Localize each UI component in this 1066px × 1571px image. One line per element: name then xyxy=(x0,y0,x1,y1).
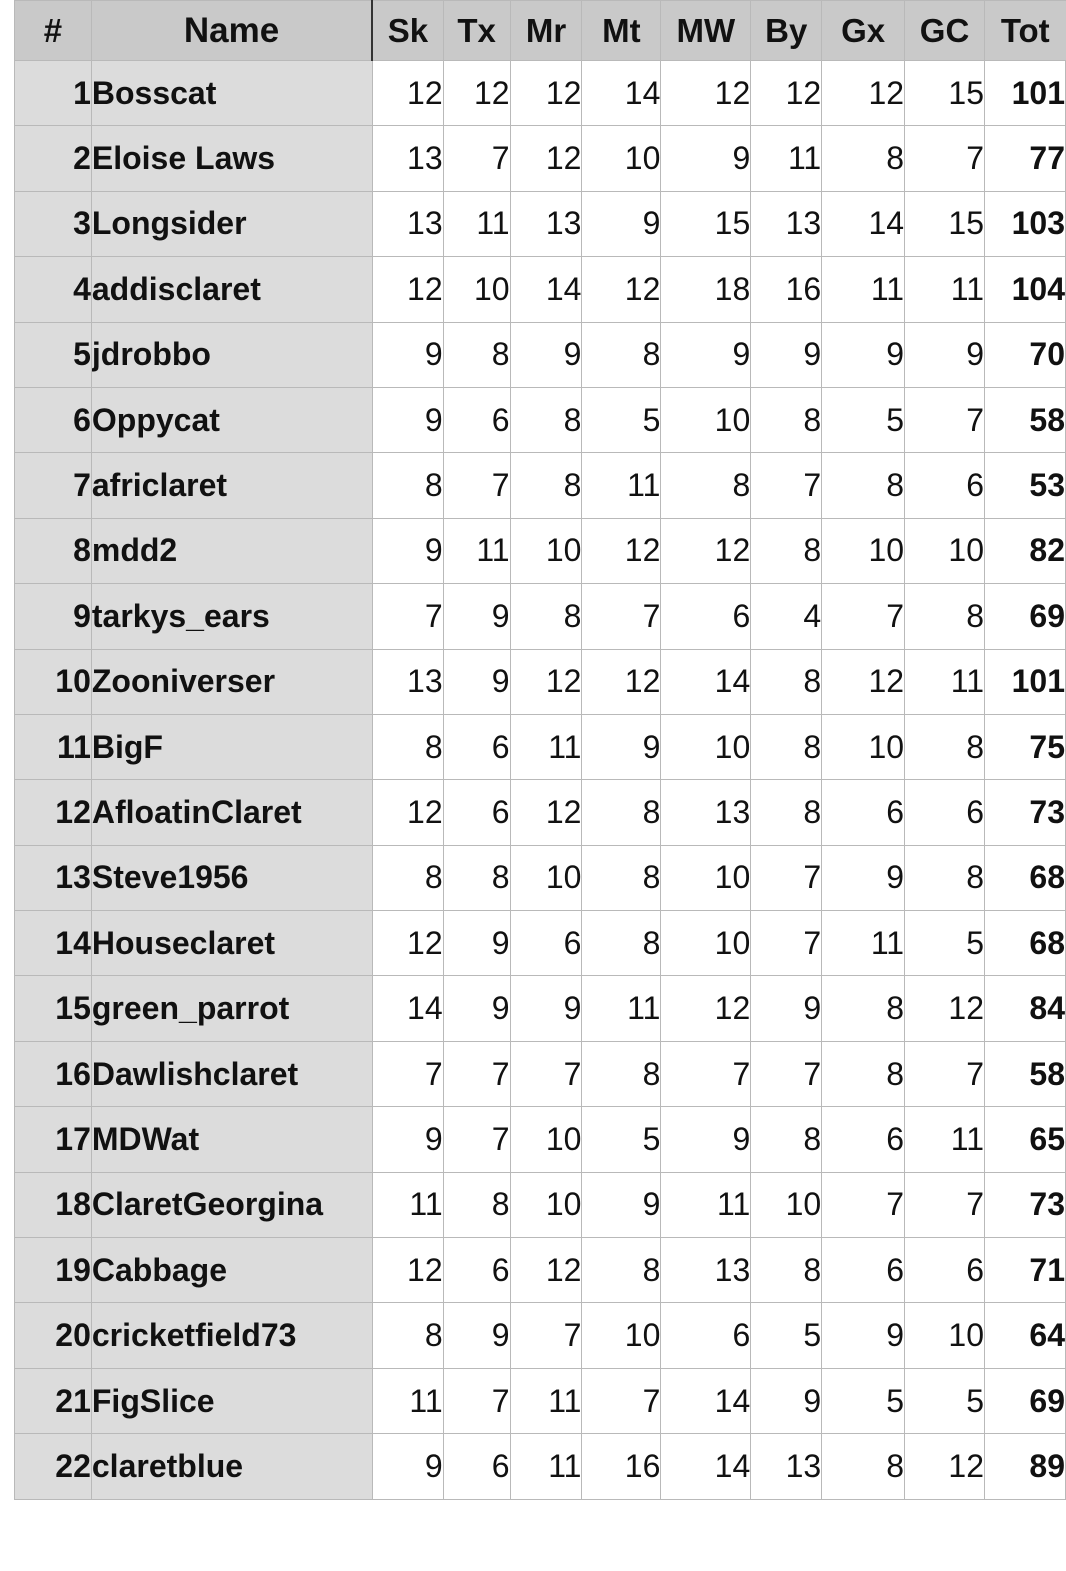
table-row xyxy=(15,1368,1066,1433)
score-cell: 8 xyxy=(822,1041,905,1106)
player-name-cell: AfloatinClaret xyxy=(91,780,372,845)
score-cell: 9 xyxy=(443,649,510,714)
rank-cell: 16 xyxy=(15,1041,92,1106)
table-row xyxy=(15,453,1066,518)
player-name-cell: Longsider xyxy=(91,191,372,256)
score-cell: 12 xyxy=(822,61,905,126)
score-cell: 6 xyxy=(905,453,985,518)
total-cell: 69 xyxy=(984,1368,1065,1433)
score-cell: 8 xyxy=(510,387,582,452)
table-row xyxy=(15,1041,1066,1106)
table-row xyxy=(15,1107,1066,1172)
total-cell: 77 xyxy=(984,126,1065,191)
score-cell: 9 xyxy=(443,584,510,649)
player-name-cell: Zooniverser xyxy=(91,649,372,714)
score-cell: 16 xyxy=(582,1434,661,1499)
score-cell: 8 xyxy=(751,1238,822,1303)
column-header-3[interactable]: Tx xyxy=(443,1,510,61)
table-header xyxy=(15,1,1066,61)
score-cell: 4 xyxy=(751,584,822,649)
score-cell: 7 xyxy=(582,584,661,649)
score-cell: 8 xyxy=(372,714,443,779)
score-cell: 16 xyxy=(751,257,822,322)
score-cell: 8 xyxy=(751,1107,822,1172)
rank-cell: 14 xyxy=(15,911,92,976)
score-cell: 7 xyxy=(751,911,822,976)
score-cell: 9 xyxy=(822,845,905,910)
player-name-cell: Bosscat xyxy=(91,61,372,126)
score-cell: 11 xyxy=(372,1172,443,1237)
score-cell: 12 xyxy=(905,976,985,1041)
table-row xyxy=(15,61,1066,126)
score-cell: 13 xyxy=(661,780,751,845)
score-cell: 14 xyxy=(582,61,661,126)
scores-table xyxy=(14,0,1066,1500)
score-cell: 6 xyxy=(905,1238,985,1303)
rank-cell: 8 xyxy=(15,518,92,583)
score-cell: 9 xyxy=(822,322,905,387)
table-row xyxy=(15,322,1066,387)
table-row xyxy=(15,714,1066,779)
score-cell: 15 xyxy=(661,191,751,256)
score-cell: 9 xyxy=(510,976,582,1041)
player-name-cell: FigSlice xyxy=(91,1368,372,1433)
score-cell: 5 xyxy=(905,1368,985,1433)
total-cell: 69 xyxy=(984,584,1065,649)
score-cell: 12 xyxy=(582,649,661,714)
table-row xyxy=(15,387,1066,452)
score-cell: 11 xyxy=(443,191,510,256)
score-cell: 6 xyxy=(905,780,985,845)
score-cell: 7 xyxy=(751,453,822,518)
column-header-1[interactable]: Name xyxy=(91,1,372,61)
score-cell: 11 xyxy=(510,1434,582,1499)
score-cell: 9 xyxy=(372,1107,443,1172)
score-cell: 9 xyxy=(443,911,510,976)
player-name-cell: green_parrot xyxy=(91,976,372,1041)
rank-cell: 21 xyxy=(15,1368,92,1433)
column-header-8[interactable]: Gx xyxy=(822,1,905,61)
score-cell: 9 xyxy=(372,1434,443,1499)
score-cell: 8 xyxy=(372,1303,443,1368)
rank-cell: 12 xyxy=(15,780,92,845)
table-row xyxy=(15,1238,1066,1303)
table-row xyxy=(15,911,1066,976)
score-cell: 11 xyxy=(372,1368,443,1433)
rank-cell: 13 xyxy=(15,845,92,910)
score-cell: 10 xyxy=(510,1107,582,1172)
score-cell: 9 xyxy=(751,322,822,387)
total-cell: 89 xyxy=(984,1434,1065,1499)
rank-cell: 17 xyxy=(15,1107,92,1172)
score-cell: 10 xyxy=(582,1303,661,1368)
score-cell: 12 xyxy=(372,911,443,976)
score-cell: 12 xyxy=(372,1238,443,1303)
score-cell: 9 xyxy=(443,976,510,1041)
score-cell: 9 xyxy=(751,1368,822,1433)
score-cell: 9 xyxy=(443,1303,510,1368)
score-cell: 7 xyxy=(372,584,443,649)
table-row xyxy=(15,1303,1066,1368)
score-cell: 6 xyxy=(510,911,582,976)
score-cell: 8 xyxy=(751,714,822,779)
score-cell: 12 xyxy=(582,257,661,322)
rank-cell: 2 xyxy=(15,126,92,191)
rank-cell: 11 xyxy=(15,714,92,779)
score-cell: 13 xyxy=(661,1238,751,1303)
score-cell: 6 xyxy=(443,387,510,452)
column-header-10[interactable]: Tot xyxy=(984,1,1065,61)
rank-cell: 19 xyxy=(15,1238,92,1303)
player-name-cell: Houseclaret xyxy=(91,911,372,976)
player-name-cell: cricketfield73 xyxy=(91,1303,372,1368)
rank-cell: 3 xyxy=(15,191,92,256)
player-name-cell: addisclaret xyxy=(91,257,372,322)
score-cell: 8 xyxy=(582,1041,661,1106)
score-cell: 11 xyxy=(510,1368,582,1433)
score-cell: 8 xyxy=(443,322,510,387)
score-cell: 12 xyxy=(510,1238,582,1303)
score-cell: 8 xyxy=(372,845,443,910)
rank-cell: 10 xyxy=(15,649,92,714)
score-cell: 11 xyxy=(905,257,985,322)
score-cell: 6 xyxy=(822,1107,905,1172)
score-cell: 9 xyxy=(751,976,822,1041)
score-cell: 10 xyxy=(751,1172,822,1237)
score-cell: 7 xyxy=(905,1172,985,1237)
score-cell: 9 xyxy=(372,518,443,583)
player-name-cell: tarkys_ears xyxy=(91,584,372,649)
score-cell: 13 xyxy=(751,1434,822,1499)
score-cell: 9 xyxy=(372,387,443,452)
total-cell: 104 xyxy=(984,257,1065,322)
score-cell: 11 xyxy=(582,453,661,518)
score-cell: 11 xyxy=(751,126,822,191)
table-row xyxy=(15,976,1066,1041)
total-cell: 101 xyxy=(984,649,1065,714)
score-cell: 8 xyxy=(751,780,822,845)
score-cell: 14 xyxy=(661,1434,751,1499)
score-cell: 12 xyxy=(510,126,582,191)
total-cell: 73 xyxy=(984,1172,1065,1237)
total-cell: 82 xyxy=(984,518,1065,583)
score-cell: 6 xyxy=(443,1434,510,1499)
total-cell: 103 xyxy=(984,191,1065,256)
score-cell: 7 xyxy=(661,1041,751,1106)
rank-cell: 18 xyxy=(15,1172,92,1237)
player-name-cell: MDWat xyxy=(91,1107,372,1172)
score-cell: 7 xyxy=(751,1041,822,1106)
score-cell: 15 xyxy=(905,61,985,126)
total-cell: 65 xyxy=(984,1107,1065,1172)
score-cell: 9 xyxy=(582,1172,661,1237)
total-cell: 58 xyxy=(984,1041,1065,1106)
score-cell: 11 xyxy=(822,911,905,976)
score-cell: 7 xyxy=(510,1303,582,1368)
score-cell: 11 xyxy=(443,518,510,583)
score-cell: 6 xyxy=(661,584,751,649)
score-cell: 12 xyxy=(510,649,582,714)
score-cell: 8 xyxy=(751,518,822,583)
player-name-cell: Cabbage xyxy=(91,1238,372,1303)
score-cell: 12 xyxy=(661,518,751,583)
rank-cell: 1 xyxy=(15,61,92,126)
player-name-cell: Dawlishclaret xyxy=(91,1041,372,1106)
column-header-7[interactable]: By xyxy=(751,1,822,61)
total-cell: 68 xyxy=(984,911,1065,976)
score-cell: 6 xyxy=(443,714,510,779)
score-cell: 8 xyxy=(582,911,661,976)
score-cell: 12 xyxy=(661,976,751,1041)
score-cell: 5 xyxy=(582,1107,661,1172)
score-cell: 13 xyxy=(510,191,582,256)
score-cell: 7 xyxy=(905,387,985,452)
score-cell: 9 xyxy=(582,714,661,779)
table-row xyxy=(15,584,1066,649)
score-cell: 12 xyxy=(510,780,582,845)
score-cell: 7 xyxy=(372,1041,443,1106)
score-cell: 8 xyxy=(510,584,582,649)
score-cell: 11 xyxy=(905,649,985,714)
score-cell: 8 xyxy=(751,387,822,452)
score-cell: 15 xyxy=(905,191,985,256)
score-cell: 8 xyxy=(905,845,985,910)
score-cell: 9 xyxy=(661,1107,751,1172)
score-cell: 8 xyxy=(822,126,905,191)
table-row xyxy=(15,649,1066,714)
score-cell: 9 xyxy=(582,191,661,256)
score-cell: 10 xyxy=(661,911,751,976)
rank-cell: 7 xyxy=(15,453,92,518)
score-cell: 5 xyxy=(822,1368,905,1433)
score-cell: 10 xyxy=(661,387,751,452)
score-cell: 12 xyxy=(372,780,443,845)
total-cell: 71 xyxy=(984,1238,1065,1303)
total-cell: 53 xyxy=(984,453,1065,518)
score-cell: 9 xyxy=(372,322,443,387)
score-cell: 13 xyxy=(372,649,443,714)
score-cell: 10 xyxy=(661,714,751,779)
table-row xyxy=(15,1434,1066,1499)
player-name-cell: Eloise Laws xyxy=(91,126,372,191)
table-row xyxy=(15,1172,1066,1237)
score-cell: 10 xyxy=(582,126,661,191)
table-row xyxy=(15,845,1066,910)
score-cell: 8 xyxy=(582,780,661,845)
total-cell: 75 xyxy=(984,714,1065,779)
score-cell: 5 xyxy=(582,387,661,452)
score-cell: 12 xyxy=(905,1434,985,1499)
total-cell: 68 xyxy=(984,845,1065,910)
score-cell: 11 xyxy=(582,976,661,1041)
score-cell: 7 xyxy=(822,584,905,649)
score-cell: 14 xyxy=(822,191,905,256)
score-cell: 8 xyxy=(582,322,661,387)
score-cell: 10 xyxy=(443,257,510,322)
score-cell: 7 xyxy=(443,1041,510,1106)
score-cell: 8 xyxy=(582,1238,661,1303)
table-body xyxy=(15,61,1066,1500)
score-cell: 6 xyxy=(443,780,510,845)
player-name-cell: africlaret xyxy=(91,453,372,518)
total-cell: 73 xyxy=(984,780,1065,845)
score-cell: 10 xyxy=(661,845,751,910)
score-cell: 5 xyxy=(822,387,905,452)
column-header-2[interactable]: Sk xyxy=(372,1,443,61)
total-cell: 70 xyxy=(984,322,1065,387)
score-cell: 9 xyxy=(661,322,751,387)
score-cell: 8 xyxy=(661,453,751,518)
column-header-0[interactable]: # xyxy=(15,1,92,61)
score-cell: 13 xyxy=(372,126,443,191)
score-cell: 6 xyxy=(822,1238,905,1303)
score-cell: 12 xyxy=(751,61,822,126)
score-cell: 9 xyxy=(661,126,751,191)
score-cell: 12 xyxy=(510,61,582,126)
table-row xyxy=(15,518,1066,583)
score-cell: 9 xyxy=(510,322,582,387)
score-cell: 13 xyxy=(751,191,822,256)
table-row xyxy=(15,126,1066,191)
score-cell: 7 xyxy=(443,453,510,518)
score-cell: 10 xyxy=(510,518,582,583)
rank-cell: 5 xyxy=(15,322,92,387)
player-name-cell: BigF xyxy=(91,714,372,779)
score-cell: 8 xyxy=(822,453,905,518)
player-name-cell: ClaretGeorgina xyxy=(91,1172,372,1237)
score-cell: 12 xyxy=(582,518,661,583)
total-cell: 101 xyxy=(984,61,1065,126)
score-cell: 8 xyxy=(822,976,905,1041)
score-cell: 10 xyxy=(822,714,905,779)
score-cell: 8 xyxy=(751,649,822,714)
table-row xyxy=(15,257,1066,322)
score-cell: 8 xyxy=(443,1172,510,1237)
score-cell: 10 xyxy=(822,518,905,583)
score-cell: 5 xyxy=(751,1303,822,1368)
score-cell: 7 xyxy=(510,1041,582,1106)
rank-cell: 9 xyxy=(15,584,92,649)
total-cell: 84 xyxy=(984,976,1065,1041)
score-cell: 5 xyxy=(905,911,985,976)
player-name-cell: Oppycat xyxy=(91,387,372,452)
table-row xyxy=(15,780,1066,845)
player-name-cell: claretblue xyxy=(91,1434,372,1499)
rank-cell: 22 xyxy=(15,1434,92,1499)
score-cell: 6 xyxy=(661,1303,751,1368)
score-cell: 11 xyxy=(822,257,905,322)
score-cell: 8 xyxy=(582,845,661,910)
score-cell: 12 xyxy=(372,257,443,322)
score-cell: 7 xyxy=(905,1041,985,1106)
score-cell: 10 xyxy=(510,1172,582,1237)
total-cell: 64 xyxy=(984,1303,1065,1368)
player-name-cell: jdrobbo xyxy=(91,322,372,387)
rank-cell: 6 xyxy=(15,387,92,452)
rank-cell: 15 xyxy=(15,976,92,1041)
score-cell: 12 xyxy=(661,61,751,126)
score-cell: 8 xyxy=(905,714,985,779)
score-cell: 7 xyxy=(443,1107,510,1172)
score-cell: 14 xyxy=(510,257,582,322)
score-cell: 14 xyxy=(661,649,751,714)
header-row xyxy=(15,1,1066,61)
score-cell: 10 xyxy=(905,518,985,583)
rank-cell: 4 xyxy=(15,257,92,322)
score-cell: 14 xyxy=(372,976,443,1041)
table-row xyxy=(15,191,1066,256)
score-cell: 8 xyxy=(510,453,582,518)
column-header-5[interactable]: Mt xyxy=(582,1,661,61)
score-cell: 12 xyxy=(443,61,510,126)
score-cell: 13 xyxy=(372,191,443,256)
score-cell: 11 xyxy=(661,1172,751,1237)
total-cell: 58 xyxy=(984,387,1065,452)
score-cell: 10 xyxy=(510,845,582,910)
rank-cell: 20 xyxy=(15,1303,92,1368)
score-cell: 12 xyxy=(822,649,905,714)
score-cell: 8 xyxy=(822,1434,905,1499)
column-header-4[interactable]: Mr xyxy=(510,1,582,61)
score-cell: 6 xyxy=(443,1238,510,1303)
score-cell: 8 xyxy=(443,845,510,910)
score-cell: 7 xyxy=(822,1172,905,1237)
score-cell: 8 xyxy=(372,453,443,518)
score-cell: 7 xyxy=(751,845,822,910)
score-cell: 7 xyxy=(905,126,985,191)
score-cell: 11 xyxy=(905,1107,985,1172)
score-cell: 8 xyxy=(905,584,985,649)
score-cell: 10 xyxy=(905,1303,985,1368)
score-cell: 11 xyxy=(510,714,582,779)
player-name-cell: mdd2 xyxy=(91,518,372,583)
score-cell: 14 xyxy=(661,1368,751,1433)
score-cell: 7 xyxy=(443,1368,510,1433)
score-cell: 18 xyxy=(661,257,751,322)
score-cell: 7 xyxy=(443,126,510,191)
score-cell: 12 xyxy=(372,61,443,126)
column-header-9[interactable]: GC xyxy=(905,1,985,61)
score-cell: 9 xyxy=(822,1303,905,1368)
score-cell: 9 xyxy=(905,322,985,387)
player-name-cell: Steve1956 xyxy=(91,845,372,910)
score-cell: 6 xyxy=(822,780,905,845)
score-cell: 7 xyxy=(582,1368,661,1433)
column-header-6[interactable]: MW xyxy=(661,1,751,61)
